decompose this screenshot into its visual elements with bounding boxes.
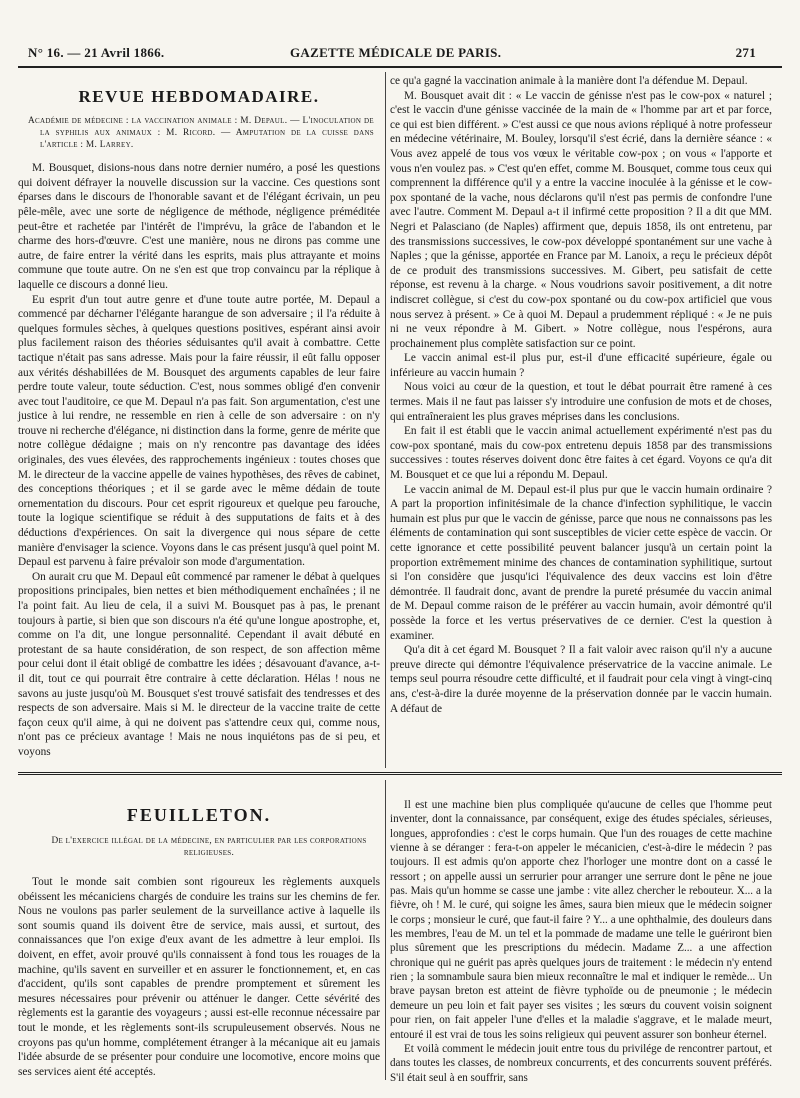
feuilleton-paragraph: Tout le monde sait combien sont rigoureux les règlements auxquels obéissent les mécaniciens chargés de conduire les trains sur les chemins de fer. Nous ne voulons pas parler seulement de la surveillance active à laquelle ils sont soumis quand ils doivent être de service, mais aussi, et surtout, des connaissances que l'on exige d'eux avant de les admettre à leur emploi. Ils doivent, en effet, avoir prouvé qu'ils connaissent à fond tous les rouages de la machine, qu'ils savent en surveiller et en assurer le fonctionnement, et, en cas d'accident, qu'ils sont capables de prendre promptement et sûrement les mesures nécessaires pour prévenir ou atténuer le danger. Cette sévérité des règlements est la garantie des voyageurs ; aussi est-elle reconnue nécessaire par tout le monde, et les règlements sont-ils scrupuleusement observés. Nous ne croyons pas qu'un homme, complétement étranger à la mécanique ait eu jamais l'idée absurde de se présenter pour conduire une locomotive, encore moins que ses services aient été acceptés.	[18, 876, 380, 1078]
feuilleton-right-column	[390, 798, 772, 1085]
feuilleton-separator	[18, 772, 782, 775]
feuilleton-column-divider	[385, 780, 386, 1080]
revue-paragraph: Qu'a dit à cet égard M. Bousquet ? Il a fait valoir avec raison qu'il n'y a aucune preuve directe qui démontre l'équivalence préservatrice de la vaccine animale. Le temps seul pourra résoudre cette difficulté, et il faudrait pour cela vingt à vingt-cinq ans, c'est-à-dire la durée moyenne de la préservation donnée par le vaccin humain. A défaut de	[390, 644, 772, 715]
revue-paragraph: En fait il est établi que le vaccin animal actuellement expérimenté n'est pas du cow-pox spontané, mais du cow-pox entretenu depuis 1858 par des transmissions successives : toutes réserves doivent donc être faites à cet égard. Voyons ce qu'a dit M. Bousquet et ce que lui a répondu M. Depaul.	[390, 425, 772, 482]
revue-paragraph: Le vaccin animal de M. Depaul est-il plus pur que le vaccin humain ordinaire ? A part la proportion infinitésimale de la chance d'infection syphilitique, le vaccin humain est plus pur que le vaccin de génisse, parce que nous ne connaissons pas les éléments de contamination qui sont susceptibles de vicier cette espèce de vaccin. Or cette ignorance et cette possibilité peuvent balancer jusqu'à un certain point la proportion extrêmement minime des chances de contamination syphilitique, surtout si l'on considère que jusqu'ici l'équivalence des deux vaccins est loin d'être démontrée. Il faudrait donc, avant de prendre la pureté présumée du vaccin animal de M. Depaul comme raison de le préférer au vaccin humain, avoir démontré qu'il possède la force et les vertus préservatives de ce dernier. C'est la question à examiner.	[390, 483, 772, 642]
feuilleton-title: FEUILLETON.	[126, 805, 272, 825]
revue-title: REVUE HEBDOMADAIRE.	[78, 87, 320, 106]
column-divider	[385, 72, 386, 768]
feuilleton-paragraph: Et voilà comment le médecin jouit entre tous du privilége de rencontrer partout, et dans toutes les classes, de nombreux concurrents, et des concurrents souvent préférés. S'il était seul à en souffrir, sans	[390, 1042, 772, 1084]
revue-right-column	[390, 74, 772, 716]
header-rule	[18, 66, 782, 68]
feuilleton-paragraph: Il est une machine bien plus compliquée qu'aucune de celles que l'homme peut inventer, dont la connaissance, par conséquent, exige des études spéciales, sérieuses, longues, approfondies : c'est le corps humain. Que l'un des rouages de cette machine vienne à se déranger : fera-t-on appeler le mécanicien, c'est-à-dire le médecin ? pas toujours. Il est admis qu'on apporte chez l'horloger une montre dont on a cassé le ressort ; on appelle aussi un serrurier pour arranger une serrure dont le pêne ne joue pas. Mais qu'un homme se casse une jambe : vite allez chercher le rebouteur. X... a la fièvre, oh ! M. le curé, qui soigne les âmes, saura bien mieux que le médecin soigner le corps ; monsieur le curé, que faut-il faire ? Y... a une ophthalmie, des douleurs dans les membres, l'eau de M. un tel et la pommade de madame une telle le guériront bien plus sûrement que les prescriptions du médecin. Madame Z... a une affection chronique qui ne guérit pas après quelques jours de traitement : le médecin n'y entend rien ; la somnambule saura bien mieux reconnaître le mal et indiquer le remède... Un brave paysan breton est atteint de fièvre typhoïde ou de pneumonie ; le médecin demeure un peu loin et fait payer ses visites ; les sœurs du couvent voisin soignent pour rien, on fait appeler l'une d'elles et la maladie s'aggrave, et le malade meurt, entouré il est vrai de tous les soins religieux qui peuvent assurer son bonheur éternel.	[390, 799, 772, 1041]
revue-paragraph: Le vaccin animal est-il plus pur, est-il d'une efficacité supérieure, égale ou inférieure au vaccin humain ?	[390, 352, 772, 379]
issue-date: N° 16. — 21 Avril 1866.	[28, 45, 165, 60]
running-header	[18, 45, 782, 63]
journal-page	[18, 0, 782, 1098]
revue-paragraph: On aurait cru que M. Depaul eût commencé par ramener le débat à quelques propositions principales, bien nettes et bien méthodiquement enchaînées ; il ne l'a point fait. Au lieu de cela, il a suivi M. Bousquet pas à pas, le prenant toujours à partie, si bien que son discours n'a été qu'une longue apostrophe, et, comme on l'a dit, une longue personnalité. Cependant il avait débuté en protestant de sa haute considération, de son respect, de son affection même pour celui dont il était obligé de combattre les idées ; désavouant d'avance, a-t-il dit, tout ce qui pourrait être contraire à cette déclaration. Hélas ! nous ne savons au juste jusqu'où M. Bousquet s'est trouvé satisfait des tendresses et des respects de son adversaire. Mais si M. le directeur de la vaccine traite de cette façon ceux qu'il aime, à qui ne doivent pas s'attendre ceux qui, comme nous, n'ont pas ce précieux avantage ! Mais ne nous inquiétons pas de si peu, et voyons	[18, 570, 380, 758]
revue-paragraph: ce qu'a gagné la vaccination animale à la manière dont l'a défendue M. Depaul.	[390, 75, 748, 87]
feuilleton-left-column	[18, 788, 380, 1079]
revue-paragraph: M. Bousquet avait dit : « Le vaccin de génisse n'est pas le cow-pox « naturel ; c'est le vaccin d'une génisse vaccinée de la main de « l'homme par art et par force, ce qui est bien différent. » C'est aussi ce que nous avions répliqué à notre professeur en médecine vétérinaire, M. Bouley, lorsqu'il s'est écrié, dans la dernière séance : « Vous avez appelé de tous vos vœux le véritable cow-pox ; on vous « l'apporte et vous n'en voulez pas. » C'est qu'en effet, comme M. Bousquet, comme tous ceux qui comprennent la différence qu'il y a entre la vaccine inoculée à la génisse et le cow-pox spontané de la vache, nous déclarons qu'il n'est pas permis de confondre l'une avec l'autre. Comment M. Depaul a-t il infirmé cette proposition ? Il a dit que MM. Negri et Palasciano (de Naples) affirment que, depuis 1858, ils ont entretenu, par des transmissions successives, le cow-pox développé spontanément sur une vache à Naples ; que la génisse, apportée en France par M. Lanoix, a reçu le précieux dépôt de ce produit des transmissions successives. M. Gibert, peu satisfait de cette réponse, est revenu à la charge. « Nous voudrions savoir positivement, a dit notre indiscret collègue, si c'est du cow-pox spontané ou du cow-pox artificiel que vous nous servez à présent. » Ce à quoi M. Depaul a prudemment répliqué : « Je ne puis ni ne veux répondre à M. Gibert. » Notre collègue, nous l'espérons, aura prochainement plus complète satisfaction sur ce point.	[390, 89, 772, 350]
feuilleton-subtitle: De l'exercice illégal de la médecine, en particulier par les corporations religieuses.	[51, 835, 367, 858]
revue-summary: Académie de médecine : la vaccination animale : M. Depaul. — L'inoculation de la syphilis aux animaux : M. Ricord. — Amputation de la cuisse dans l'article : M. Larrey.	[28, 115, 374, 150]
journal-title: GAZETTE MÉDICALE DE PARIS.	[290, 45, 502, 60]
revue-left-column	[18, 80, 380, 760]
page-number: 271	[735, 45, 756, 60]
revue-paragraph: Eu esprit d'un tout autre genre et d'une toute autre portée, M. Depaul a commencé par décharner l'élégante harangue de son adversaire ; il l'a réduite à quelques formules sèches, à quelques questions positives, espérant ainsi avoir plus facilement raison des théories séduisantes qu'il avait à combattre. Cette tactique n'était pas sans adresse. Mais pour la faire réussir, il eût fallu opposer aux vérités déshabillées de M. Bousquet des arguments capables de leur faire perdre toute valeur, toute séduction. C'est, nous sommes obligé d'en convenir avec tout l'auditoire, ce que M. Depaul n'a pas fait. Son argumentation, c'est une justice à lui rendre, ne ressemble en rien à celle de son adversaire : on n'y trouve ni recherche d'élégance, ni distinction dans la forme, genre de mérite que notre collègue dédaigne ; mais on n'y rencontre pas davantage des idées originales, des vues élevées, des rapprochements ingénieux : toutes choses que M. le directeur de la vaccine appelle de vaines hypothèses, des rêves de cabinet, des conceptions théoriques ; et il se garde avec le même dédain de toute ornementation du discours. Pour cet esprit rigoureux et quelque peu farouche, toute la logique scientifique se réduit à des supputations de faits et à des déductions d'expériences. On sait la divergence qui nous sépare de cette manière d'envisager la science. Voyons dans le cas présent jusqu'à quel point M. Depaul est parvenu à faire prévaloir son mode d'argumentation.	[18, 293, 380, 569]
revue-paragraph: M. Bousquet, disions-nous dans notre dernier numéro, a posé les questions qui doivent défrayer la nouvelle discussion sur la vaccine. Ces questions sont éparses dans le discours de l'honorable savant et de l'élégant écrivain, un peu pêle-mêle, avec une sorte de négligence de méthode, négligence préméditée peut-être et rachetée par l'intérêt de l'imprévu, la grâce de l'abandon et le charme des hors-d'œuvre. C'est une manière, nous ne dirons pas comme une autre, de faire entrer la vérité dans les esprits, mais plus attrayante et moins commune que toute autre. On ne s'en est que trop convaincu par la réplique à laquelle ce discours a donné lieu.	[18, 162, 380, 291]
revue-paragraph: Nous voici au cœur de la question, et tout le débat pourrait être ramené à ces termes. Mais il ne faut pas laisser s'y introduire une confusion de mots et de choses, qui entraîneraient les plus graves méprises dans les conclusions.	[390, 381, 772, 423]
